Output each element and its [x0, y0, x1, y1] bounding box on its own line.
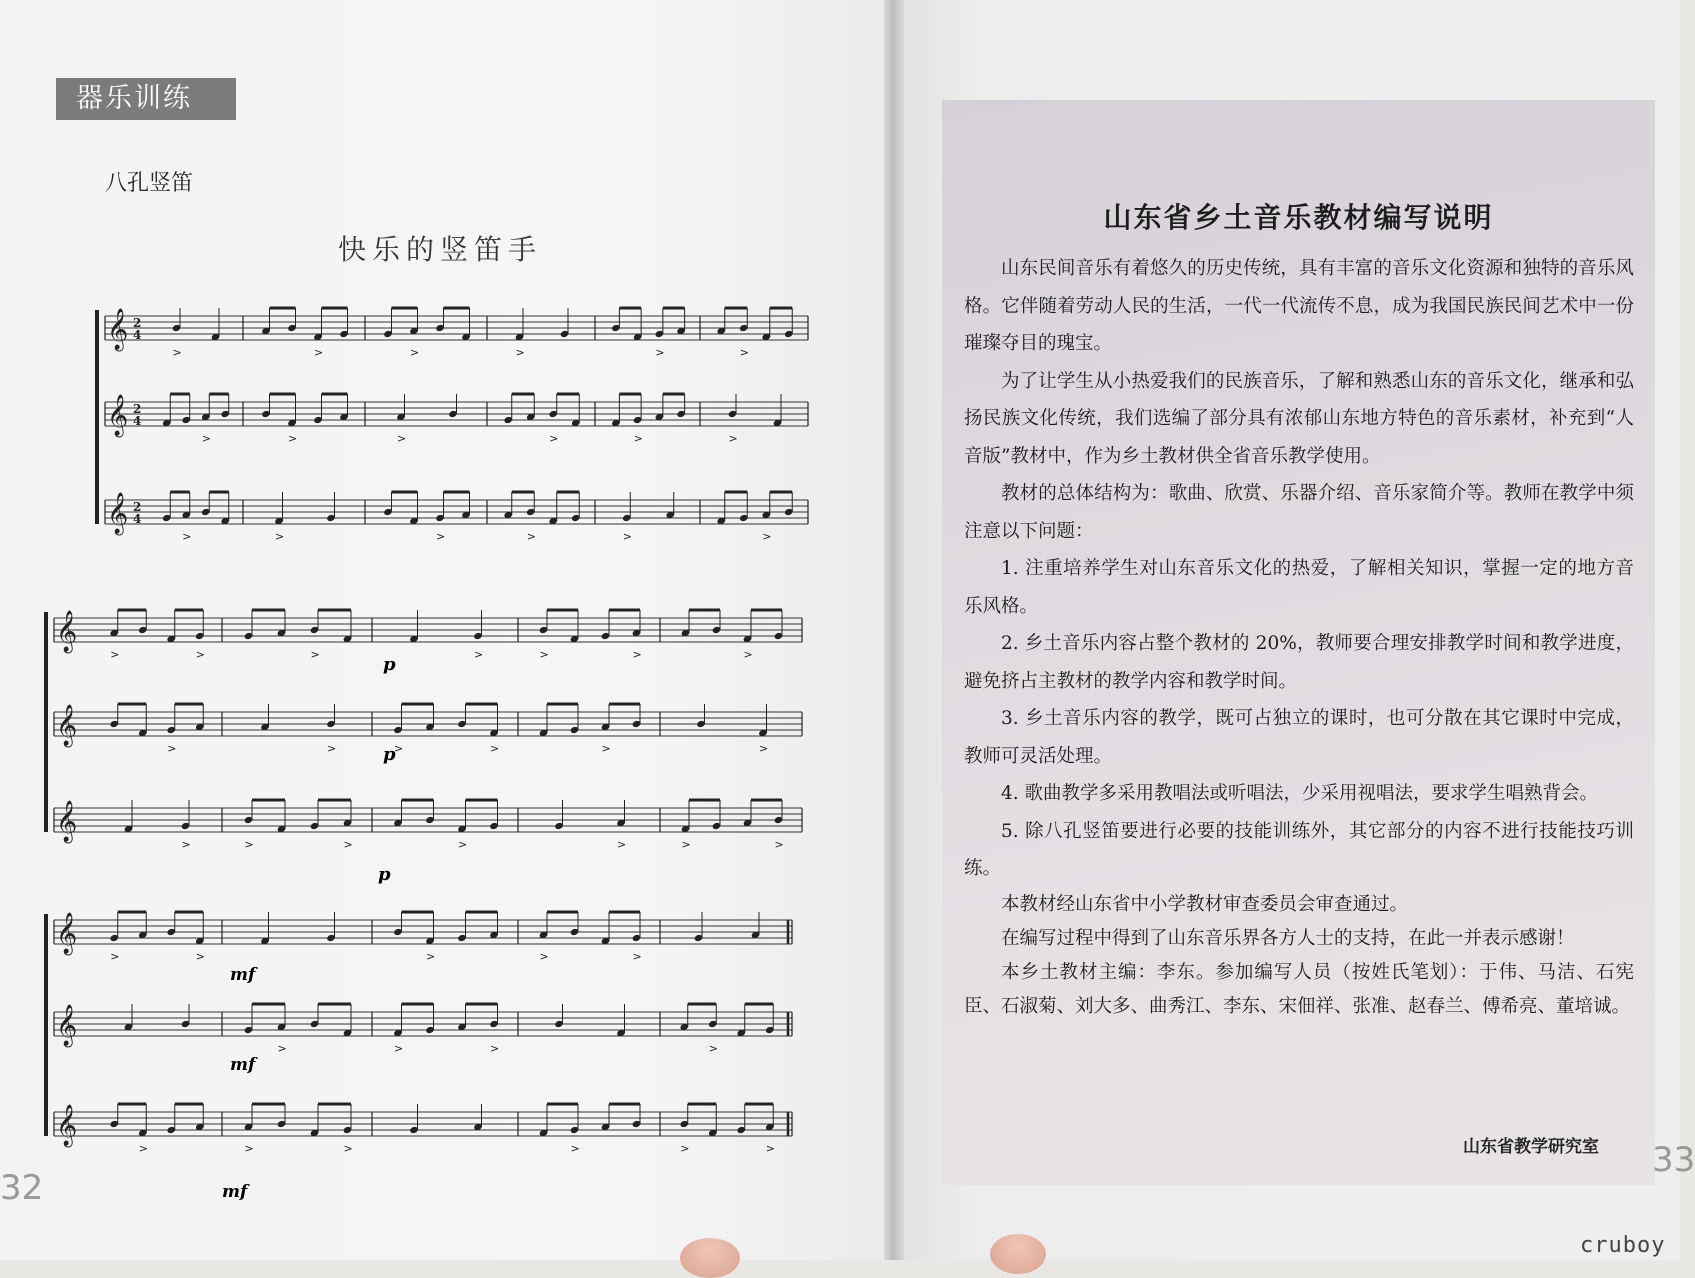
accent-mark: >	[739, 346, 749, 359]
accent-mark: >	[394, 742, 404, 755]
accent-mark: >	[327, 742, 337, 755]
accent-mark: >	[759, 742, 769, 755]
paragraph: 5. 除八孔竖笛要进行必要的技能训练外，其它部分的内容不进行技能技巧训练。	[964, 820, 1634, 879]
description-panel	[942, 100, 1655, 1185]
right-thumb	[990, 1234, 1046, 1274]
accent-mark: >	[601, 742, 611, 755]
dynamic-p-1: p	[383, 654, 396, 675]
accent-mark: >	[310, 648, 320, 661]
accent-mark: >	[549, 432, 559, 445]
accent-mark: >	[458, 838, 468, 851]
time-signature: 2	[133, 316, 142, 330]
accent-mark: >	[632, 648, 642, 661]
dynamic-mf-3: mf	[222, 1182, 248, 1202]
accent-mark: >	[765, 1142, 775, 1155]
accent-mark: >	[526, 530, 536, 543]
dynamic-mf-1: mf	[230, 965, 256, 985]
accent-mark: >	[436, 530, 446, 543]
time-signature: 2	[133, 402, 142, 416]
system-bracket	[44, 914, 48, 1136]
time-signature: 4	[133, 328, 142, 342]
paragraph: 山东民间音乐有着悠久的历史传统，具有丰富的音乐文化资源和独特的音乐风格。它伴随着劳动人民的生活，一代一代流传不息，成为我国民族民间艺术中一份璀璨夺目的瑰宝。	[964, 258, 1634, 354]
accent-mark: >	[774, 838, 784, 851]
accent-mark: >	[743, 648, 753, 661]
paragraph: 本教材经山东省中小学教材审查委员会审查通过。	[1001, 893, 1409, 915]
accent-mark: >	[655, 346, 665, 359]
accent-mark: >	[617, 838, 627, 851]
treble-clef-icon: 𝄞	[56, 611, 78, 652]
accent-mark: >	[275, 530, 285, 543]
accent-mark: >	[343, 838, 353, 851]
paragraph: 1. 注重培养学生对山东音乐文化的热爱，了解相关知识，掌握一定的地方音乐风格。	[964, 558, 1634, 617]
page-number-left: 32	[0, 1168, 44, 1208]
time-signature: 2	[133, 500, 142, 514]
paragraph: 为了让学生从小热爱我们的民族音乐，了解和熟悉山东的音乐文化，继承和弘扬民族文化传统，我们选编了部分具有浓郁山东地方特色的音乐素材，补充到“人音版”教材中，作为乡土教材供全省音乐教学使用。	[964, 370, 1634, 467]
dynamic-mf-2: mf	[230, 1055, 256, 1075]
panel-title: 山东省乡土音乐教材编写说明	[1103, 201, 1494, 234]
accent-mark: >	[762, 530, 772, 543]
treble-clef-icon: 𝄞	[56, 801, 78, 842]
song-title: 快乐的竖笛手	[338, 233, 543, 266]
signature: 山东省教学研究室	[1463, 1137, 1599, 1157]
paragraph: 教材的总体结构为：歌曲、欣赏、乐器介绍、音乐家简介等。教师在教学中须注意以下问题：	[964, 483, 1634, 542]
treble-clef-icon: 𝄞	[56, 1005, 78, 1046]
accent-mark: >	[343, 1142, 353, 1155]
accent-mark: >	[138, 1142, 148, 1155]
accent-mark: >	[195, 648, 205, 661]
accent-mark: >	[172, 346, 182, 359]
paragraph: 在编写过程中得到了山东音乐界各方人士的支持，在此一并表示感谢！	[1001, 927, 1575, 949]
accent-mark: >	[426, 950, 436, 963]
paragraph: 2. 乡土音乐内容占整个教材的 20%，教师要合理安排教学时间和教学进度，避免挤占主教材的教学内容和教学时间。	[964, 633, 1634, 692]
accent-mark: >	[244, 838, 254, 851]
accent-mark: >	[410, 346, 420, 359]
page-number-right: 33	[1652, 1140, 1695, 1180]
system-bracket	[44, 612, 48, 832]
accent-mark: >	[633, 432, 643, 445]
accent-mark: >	[490, 742, 500, 755]
system-bracket	[95, 310, 99, 524]
treble-clef-icon: 𝄞	[56, 913, 78, 954]
watermark: cruboy	[1580, 1233, 1666, 1258]
treble-clef-icon: 𝄞	[107, 395, 129, 436]
accent-mark: >	[182, 530, 192, 543]
accent-mark: >	[181, 838, 191, 851]
accent-mark: >	[539, 950, 549, 963]
treble-clef-icon: 𝄞	[56, 705, 78, 746]
section-tab: 器乐训练	[56, 78, 236, 120]
accent-mark: >	[110, 950, 120, 963]
instrument-heading: 八孔竖笛	[105, 171, 194, 196]
accent-mark: >	[570, 1142, 580, 1155]
accent-mark: >	[474, 648, 484, 661]
treble-clef-icon: 𝄞	[56, 1105, 78, 1146]
paragraph: 本乡土教材主编：李东。参加编写人员（按姓氏笔划）：于伟、马洁、石宪臣、石淑菊、刘大多、曲秀江、李东、宋佃祥、张准、赵春兰、傅希亮、董培诚。	[964, 961, 1634, 1017]
accent-mark: >	[314, 346, 324, 359]
accent-mark: >	[397, 432, 407, 445]
treble-clef-icon: 𝄞	[107, 309, 129, 350]
accent-mark: >	[622, 530, 632, 543]
accent-mark: >	[244, 1142, 254, 1155]
treble-clef-icon: 𝄞	[107, 493, 129, 534]
accent-mark: >	[681, 838, 691, 851]
left-thumb	[680, 1238, 740, 1278]
accent-mark: >	[539, 648, 549, 661]
time-signature: 4	[133, 512, 142, 526]
dynamic-p-3: p	[378, 864, 391, 885]
accent-mark: >	[288, 432, 298, 445]
accent-mark: >	[277, 1042, 287, 1055]
accent-mark: >	[680, 1142, 690, 1155]
accent-mark: >	[110, 648, 120, 661]
paragraph: 3. 乡土音乐内容的教学，既可占独立的课时，也可分散在其它课时中完成，教师可灵活处理。	[964, 708, 1634, 767]
panel-body	[964, 250, 1634, 1024]
accent-mark: >	[708, 1042, 718, 1055]
dynamic-p-2: p	[383, 744, 396, 765]
time-signature: 4	[133, 414, 142, 428]
paragraph: 4. 歌曲教学多采用教唱法或听唱法，少采用视唱法，要求学生唱熟背会。	[1001, 783, 1599, 804]
accent-mark: >	[632, 950, 642, 963]
accent-mark: >	[201, 432, 211, 445]
accent-mark: >	[195, 950, 205, 963]
accent-mark: >	[515, 346, 525, 359]
accent-mark: >	[728, 432, 738, 445]
accent-mark: >	[394, 1042, 404, 1055]
accent-mark: >	[167, 742, 177, 755]
accent-mark: >	[490, 1042, 500, 1055]
